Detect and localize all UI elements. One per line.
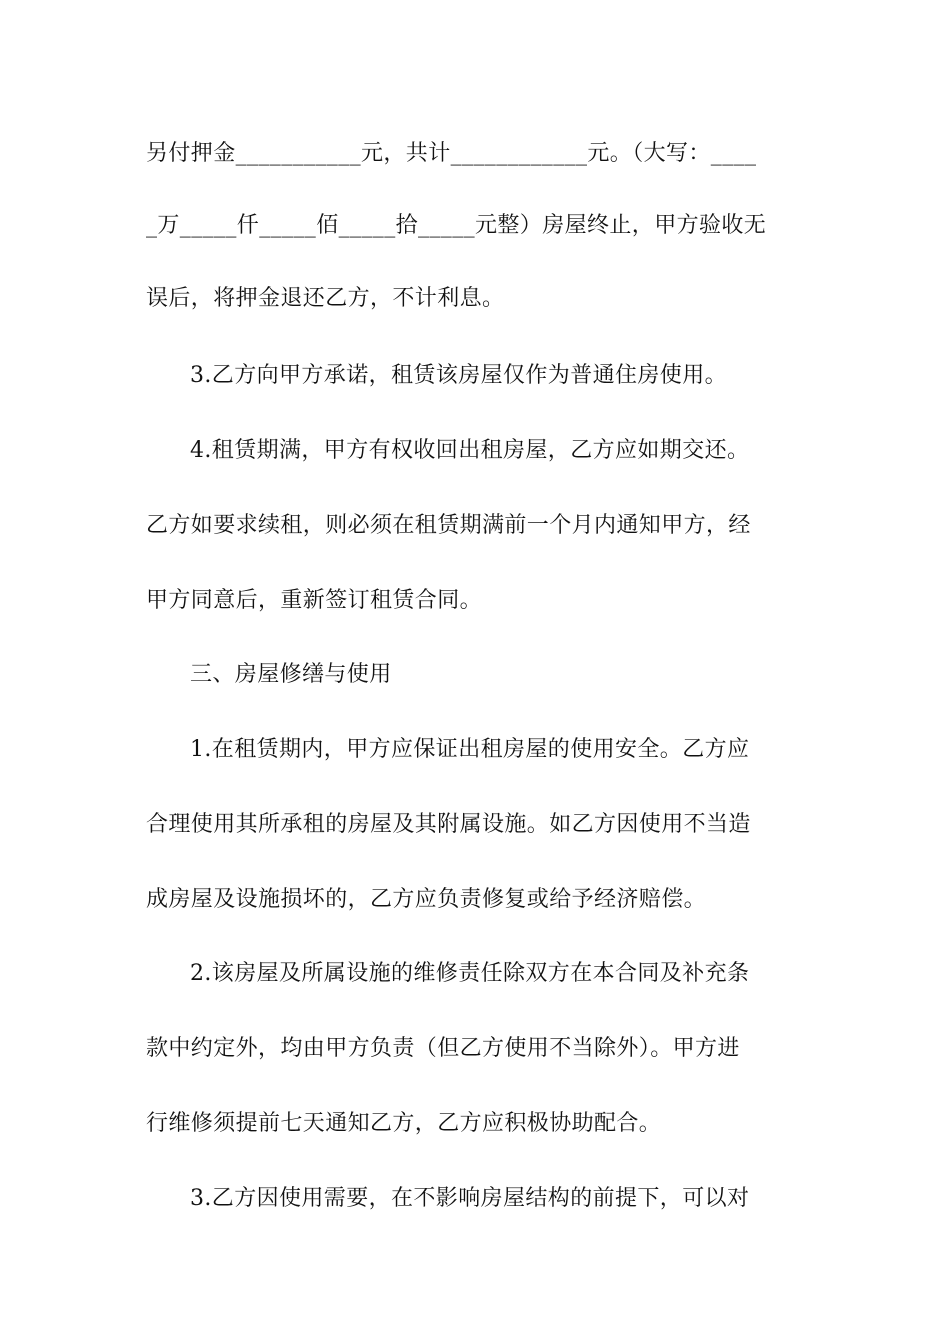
text-line: 误后，将押金退还乙方，不计利息。 — [146, 286, 505, 311]
text-line: 款中约定外，均由甲方负责（但乙方使用不当除外）。甲方进 — [146, 1036, 740, 1061]
text-line: 4.租赁期满，甲方有权收回出租房屋，乙方应如期交还。 — [190, 438, 750, 463]
text-line: 成房屋及设施损坏的，乙方应负责修复或给予经济赔偿。 — [146, 887, 707, 912]
text-line: 另付押金___________元，共计____________元。（大写：____ — [146, 141, 757, 166]
text-line: 乙方如要求续租，则必须在租赁期满前一个月内通知甲方，经 — [146, 513, 751, 538]
text-line: 行维修须提前七天通知乙方，乙方应积极协助配合。 — [146, 1111, 662, 1136]
section-heading: 三、房屋修缮与使用 — [190, 662, 392, 687]
text-line: _万_____仟_____佰_____拾_____元整）房屋终止，甲方验收无 — [146, 213, 767, 238]
text-line: 甲方同意后，重新签订租赁合同。 — [146, 588, 483, 613]
text-line: 1.在租赁期内，甲方应保证出租房屋的使用安全。乙方应 — [190, 737, 750, 762]
text-line: 3.乙方因使用需要，在不影响房屋结构的前提下，可以对 — [190, 1186, 750, 1211]
text-line: 合理使用其所承租的房屋及其附属设施。如乙方因使用不当造 — [146, 812, 751, 837]
text-line: 2.该房屋及所属设施的维修责任除双方在本合同及补充条 — [190, 961, 750, 986]
text-line: 3.乙方向甲方承诺，租赁该房屋仅作为普通住房使用。 — [190, 363, 727, 388]
